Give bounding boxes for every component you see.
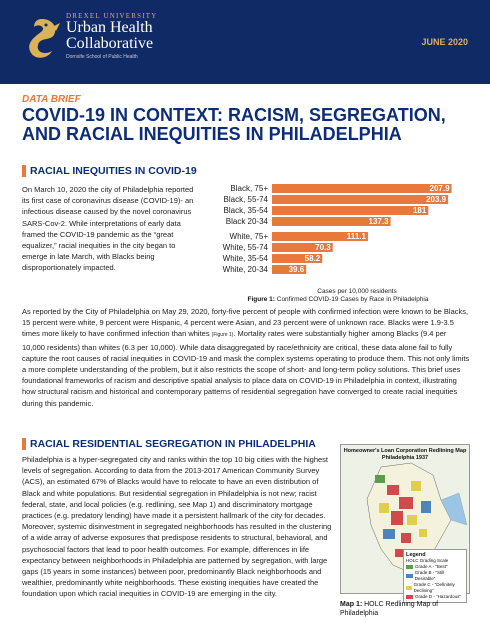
org-name-line2: Collaborative [66, 35, 154, 52]
header-banner [0, 0, 490, 84]
map-title-line2: Philadelphia 1937 [381, 455, 429, 461]
section1-body-pre: As reported by the City of Philadelphia on May 29, 2020, forty-five percent of people with confirmed infection were known to be Blacks, 15 percent were white, 9 percent were Hispanic, 4 percent were Asian, and 23 percent were of unknown race. Blacks were 1.9-3.5 times more likely to have confirmed infection than whites [22, 307, 469, 339]
legend-label: Grade D - "Hazardous" [415, 594, 461, 599]
section-marker [22, 165, 26, 177]
document-kicker: DATA BRIEF [22, 94, 81, 105]
category-label: Black 20-34 [225, 217, 268, 226]
figure1-label: Figure 1: [247, 296, 275, 303]
redlining-map [340, 444, 470, 599]
section1-body [22, 306, 470, 409]
org-university: DREXEL UNIVERSITY [66, 12, 158, 20]
data-label: 58.2 [304, 254, 321, 263]
category-label: Black, 55-74 [223, 195, 268, 204]
figure1-reference: (Figure 1) [211, 332, 234, 339]
section2-body: Philadelphia is a hyper-segregated city and ranks within the top 10 big cities with the highest levels of segregation. According to data from the 2013-2017 American Community Survey (ACS), an estimated 67% of Blacks would have to relocate to have an even distribution of Black and white populations. But residential segregation in Philadelphia is not new; racist federal, state, and local policies (e.g. redlining, see Map 1) and discriminatory mortgage practices (e.g. predatory lending) have made it a persistent hallmark of the city for decades. Moreover, systemic disinvestment in segregated neighborhoods has resulted in the clustering of a wide array of adverse exposures that predispose residents to structural, behavioral, and psychosocial factors that lead to poor health outcomes. For example, differences in life expectancy between neighborhoods in Philadelphia are patterned by segregation, with large gaps (15 years in some instances) between poor, predominantly Black neighborhoods and wealthier, predominantly white neighborhoods. These existing inequities have created the foundation upon which racial inequities in COVID-19 are emerging in the city. [22, 455, 332, 599]
document-title: COVID-19 IN CONTEXT: RACISM, SEGREGATION, AND RACIAL INEQUITIES IN PHILADELPHIA [22, 105, 446, 144]
bar [272, 195, 448, 204]
org-school: Dornsife School of Public Health [66, 54, 138, 60]
publication-date: JUNE 2020 [421, 37, 468, 47]
data-label: 137.3 [368, 217, 389, 226]
dragon-logo-icon [22, 15, 62, 65]
section-marker [22, 438, 26, 450]
legend-label: Grade C - "Definitely Declining" [413, 582, 455, 593]
map1-caption-text: HOLC Redlining Map of Philadelphia [340, 601, 439, 617]
data-label: 181 [412, 206, 427, 215]
map-legend [403, 549, 467, 603]
section1-heading: RACIAL INEQUITIES IN COVID-19 [30, 165, 197, 177]
data-label: 70.3 [315, 243, 331, 252]
data-label: 39.6 [288, 265, 305, 274]
legend-swatch [406, 565, 413, 569]
legend-swatch [406, 574, 413, 578]
category-label: White, 55-74 [222, 243, 268, 252]
legend-title: Legend [406, 552, 426, 558]
figure1-bar-chart [206, 181, 470, 297]
legend-swatch [406, 586, 412, 590]
org-name-line1: Urban Health [66, 19, 153, 36]
legend-label: Grade A - "Best" [415, 564, 448, 569]
figure1-caption [206, 296, 470, 303]
data-label: 111.1 [346, 232, 366, 241]
org-name [66, 20, 153, 52]
section1-body-post: . Mortality rates were substantially higher among Blacks (9.4 per 10,000 residents) than whites (6.3 per 10,000). While data disaggregated by race/ethnicity are critical, these data alone fail to fully capture the root causes of racial inequities in COVID-19 and mask the complex systems operating to produce them. This not only limits a more complete understanding of the problem, but it also restricts the scope of short- and long-term policy solutions. This brief uses foundational frameworks of racism and descriptive spatial analysis to place data on COVID-19 in Philadelphia in context, illustrating how structural racism and historical and contemporary patterns of residential segregation have converged to create racial inequities during this pandemic. [22, 329, 470, 408]
category-label: White, 75+ [229, 232, 268, 241]
legend-item [406, 582, 464, 594]
category-label: White, 35-54 [222, 254, 268, 263]
category-label: Black, 35-54 [223, 206, 268, 215]
data-label: 203.9 [426, 195, 447, 204]
x-axis-label: Cases per 10,000 residents [317, 288, 397, 295]
section1-intro: On March 10, 2020 the city of Philadelphia reported its first case of coronavirus disease (COVID-19)- an infectious disease caused by the novel coronavirus SARS-Cov-2. While interpretations of early data framed the COVID-19 pandemic as the “great equalizer,” racial inequities in the city began to emerge in late March, with Blacks being disproportionately impacted. [22, 185, 194, 273]
category-label: Black, 75+ [230, 184, 268, 193]
bar [272, 206, 428, 215]
bar [272, 184, 452, 193]
figure1-caption-text: Confirmed COVID-19 Cases by Race in Philadelphia [276, 296, 429, 303]
legend-label: Grade B - "Still Desirable" [414, 570, 445, 581]
legend-swatch [406, 595, 413, 599]
map-title-line1: Homeowner's Loan Corporation Redlining Map [343, 448, 467, 454]
map1-caption [340, 600, 470, 618]
map1-label: Map 1: [340, 601, 363, 608]
legend-subtitle: HOLC Grading Scale [406, 558, 449, 563]
data-label: 207.9 [429, 184, 450, 193]
legend-item [406, 570, 464, 582]
section2-heading: RACIAL RESIDENTIAL SEGREGATION IN PHILADELPHIA [30, 438, 316, 450]
category-label: White, 20-34 [222, 265, 268, 274]
